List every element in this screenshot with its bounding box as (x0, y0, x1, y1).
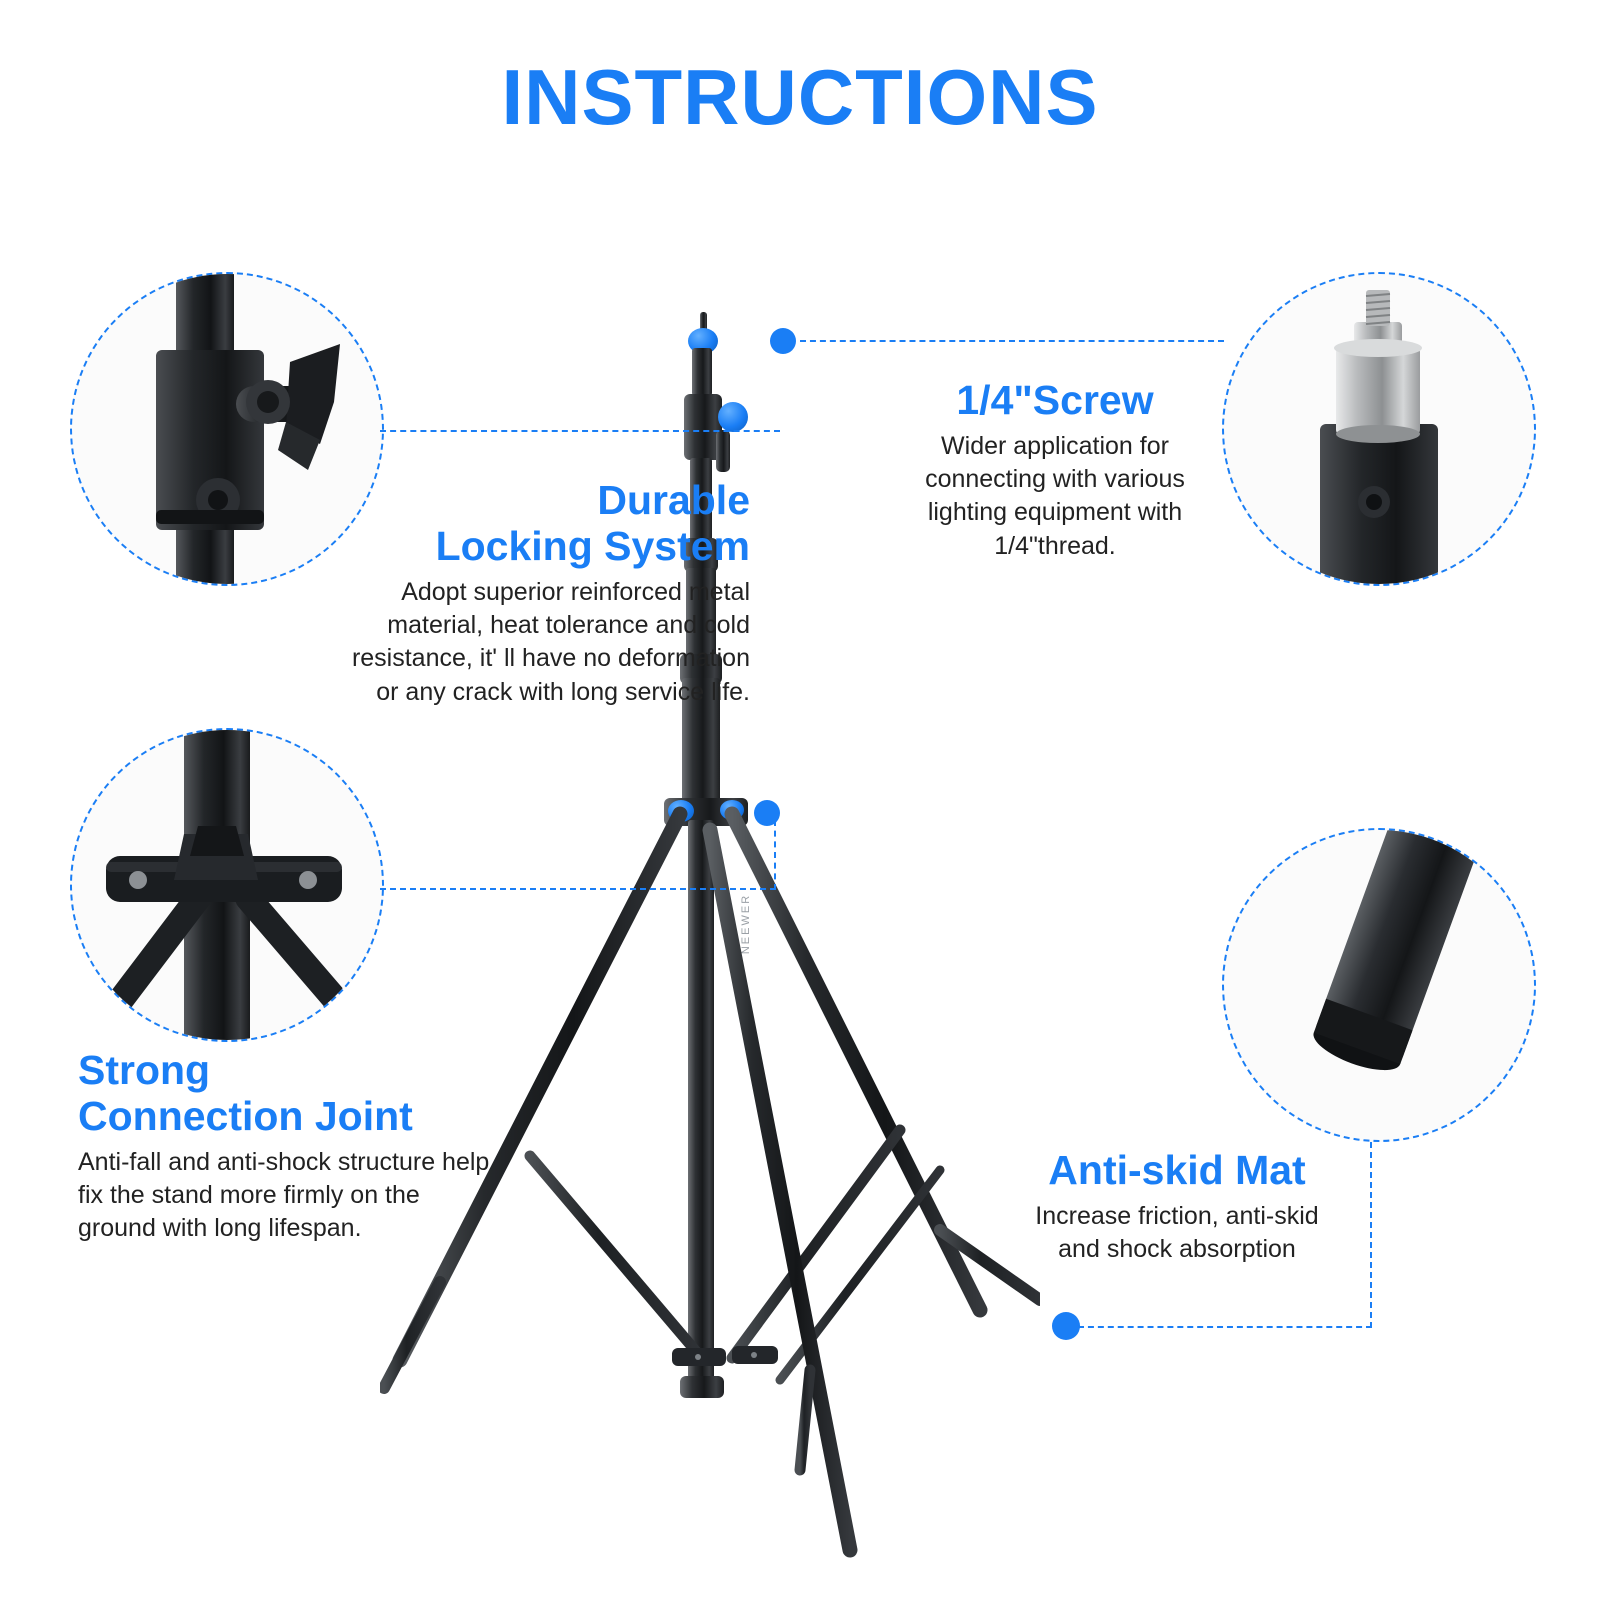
connector-dot-joint (754, 800, 780, 826)
connector-locking-system (380, 430, 780, 432)
callout-body: Anti-fall and anti-shock structure help fix the stand more firmly on the ground with long lifespan. (78, 1147, 490, 1243)
callout-durable-locking-system (330, 478, 750, 709)
connector-dot-screw (770, 328, 796, 354)
callout-body: Increase friction, anti-skid and shock absorption (1035, 1201, 1319, 1264)
callout-body: Adopt superior reinforced metal material, heat tolerance and cold resistance, it' ll have no deformation or any crack with long service life. (351, 577, 750, 706)
callout-strong-connection-joint (78, 1048, 498, 1246)
callout-quarter-inch-screw (890, 378, 1220, 563)
callout-heading-line1: Strong (78, 1047, 211, 1093)
connector-dot-mat (1052, 1312, 1080, 1340)
callout-anti-skid-mat (1012, 1148, 1342, 1266)
bubble-screw-adapter (1222, 272, 1536, 586)
callout-heading: Anti-skid Mat (1048, 1147, 1306, 1193)
connector-mat-horizontal (1078, 1326, 1372, 1328)
callout-heading-line2: Locking System (435, 522, 750, 569)
callout-body: Wider application for connecting with various lighting equipment with 1/4"thread. (925, 431, 1185, 560)
brand-mark: NEEWER (740, 893, 753, 955)
connector-screw (800, 340, 1224, 342)
callout-heading-line2: Connection Joint (78, 1092, 413, 1139)
callout-heading: 1/4"Screw (956, 377, 1154, 423)
page-title: INSTRUCTIONS (501, 53, 1099, 141)
bubble-anti-skid-mat (1222, 828, 1536, 1142)
connector-joint-vertical (774, 820, 776, 890)
callout-heading-line1: Durable (597, 477, 750, 523)
connector-joint-horizontal (380, 888, 776, 890)
bubble-connection-joint (70, 728, 384, 1042)
connector-mat-vertical (1370, 1142, 1372, 1328)
